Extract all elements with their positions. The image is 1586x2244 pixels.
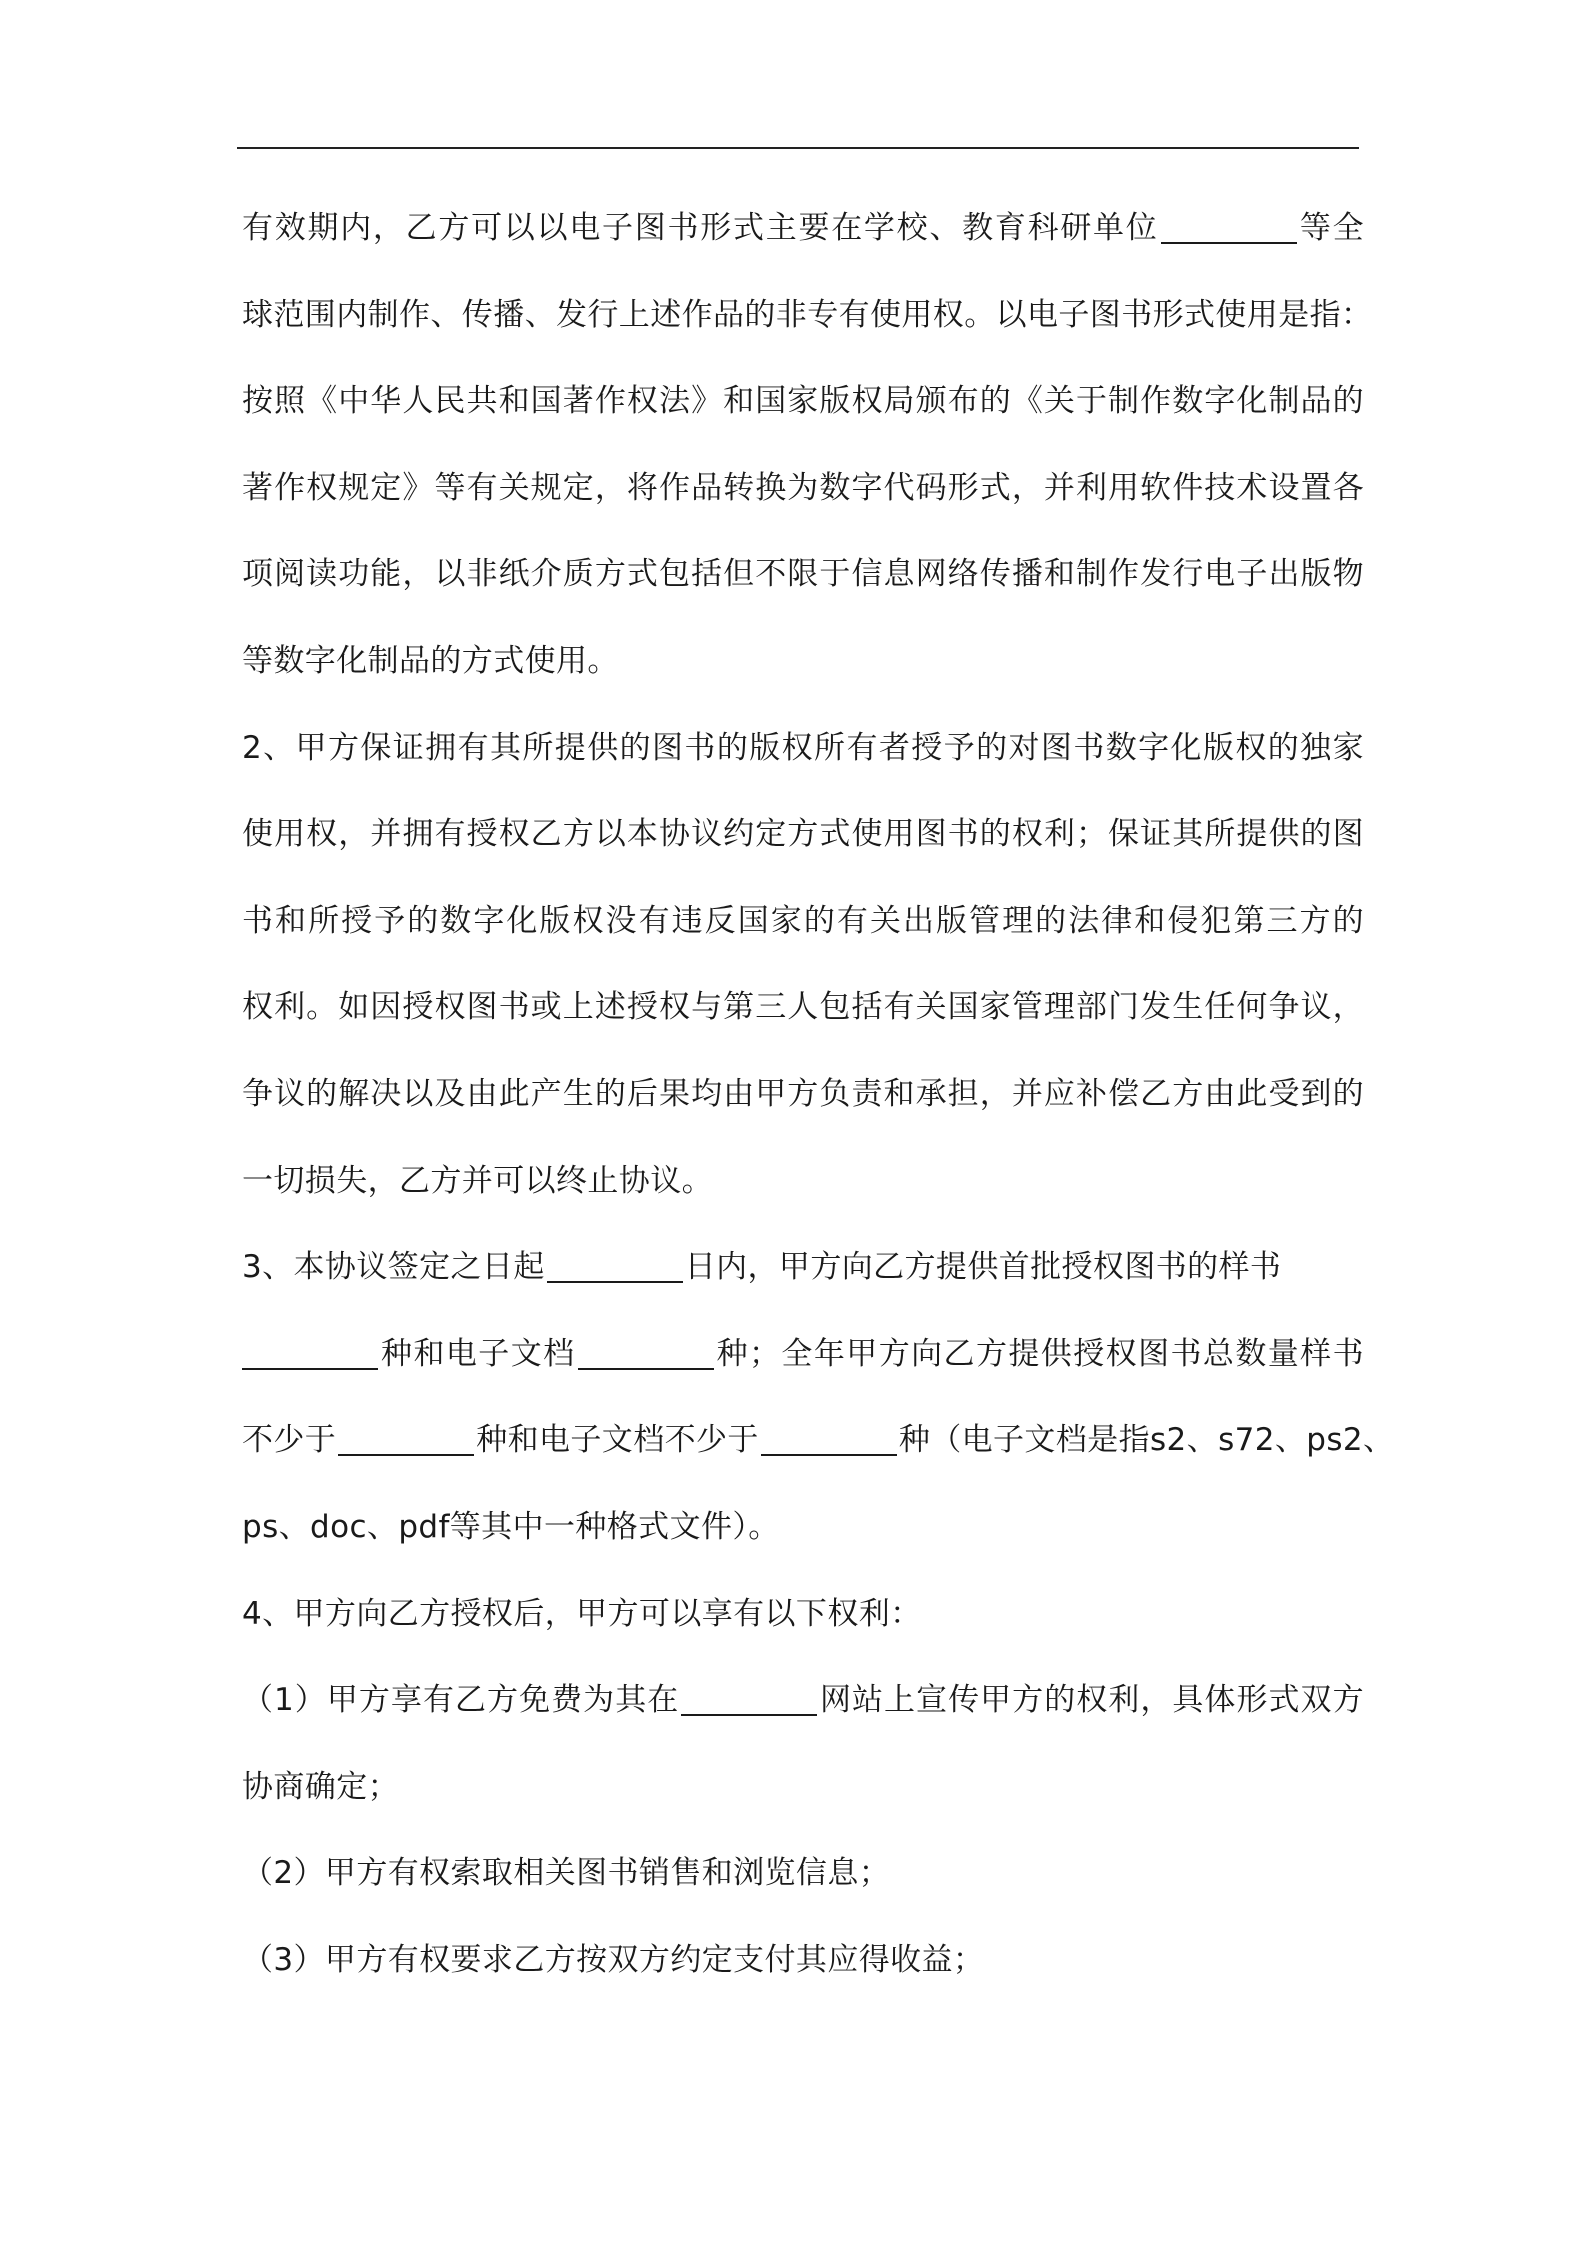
text-line: 著作权规定》等有关规定，将作品转换为数字代码形式，并利用软件技术设置各 bbox=[242, 469, 1364, 506]
fill-in-blank[interactable] bbox=[338, 1453, 474, 1456]
text-line: 一切损失，乙方并可以终止协议。 bbox=[242, 1162, 713, 1199]
fill-in-blank[interactable] bbox=[761, 1453, 897, 1456]
text-line: 使用权，并拥有授权乙方以本协议约定方式使用图书的权利；保证其所提供的图 bbox=[242, 816, 1364, 853]
text-line: 2、甲方保证拥有其所提供的图书的版权所有者授予的对图书数字化版权的独家 bbox=[242, 729, 1364, 766]
fill-in-blank[interactable] bbox=[681, 1713, 817, 1716]
header-rule bbox=[237, 147, 1359, 149]
text-line: 权利。如因授权图书或上述授权与第三人包括有关国家管理部门发生任何争议， bbox=[242, 989, 1364, 1026]
text-line: 项阅读功能，以非纸介质方式包括但不限于信息网络传播和制作发行电子出版物 bbox=[242, 556, 1364, 593]
text-line: 协商确定； bbox=[242, 1768, 399, 1805]
fill-in-blank[interactable] bbox=[578, 1367, 714, 1370]
text-line: 种和电子文档 种；全年甲方向乙方提供授权图书总数量样书 bbox=[242, 1311, 1364, 1398]
text-line: 球范围内制作、传播、发行上述作品的非专有使用权。以电子图书形式使用是指： bbox=[242, 296, 1373, 333]
fill-in-blank[interactable] bbox=[1161, 241, 1297, 244]
text-line: 不少于 种和电子文档不少于 种（电子文档是指s2、s72、ps2、 bbox=[242, 1422, 1395, 1459]
text-line: 按照《中华人民共和国著作权法》和国家版权局颁布的《关于制作数字化制品的 bbox=[242, 383, 1364, 420]
text-line: （3）甲方有权要求乙方按双方约定支付其应得收益； bbox=[242, 1941, 985, 1978]
text-line: 3、本协议签定之日起 日内，甲方向乙方提供首批授权图书的样书 bbox=[242, 1249, 1282, 1286]
text-line: （1）甲方享有乙方免费为其在 网站上宣传甲方的权利，具体形式双方 bbox=[242, 1682, 1364, 1719]
text-line: （2）甲方有权索取相关图书销售和浏览信息； bbox=[242, 1855, 891, 1892]
document-body bbox=[242, 185, 1395, 2003]
text-line: 书和所授予的数字化版权没有违反国家的有关出版管理的法律和侵犯第三方的 bbox=[242, 902, 1364, 939]
text-line: ps、doc、pdf等其中一种格式文件）。 bbox=[242, 1508, 780, 1545]
text-line: 4、甲方向乙方授权后，甲方可以享有以下权利： bbox=[242, 1595, 922, 1632]
fill-in-blank[interactable] bbox=[242, 1367, 378, 1370]
text-line: 等数字化制品的方式使用。 bbox=[242, 642, 619, 679]
fill-in-blank[interactable] bbox=[547, 1280, 683, 1283]
text-line: 有效期内，乙方可以以电子图书形式主要在学校、教育科研单位 等全 bbox=[242, 210, 1364, 246]
text-line: 争议的解决以及由此产生的后果均由甲方负责和承担，并应补偿乙方由此受到的 bbox=[242, 1075, 1364, 1112]
